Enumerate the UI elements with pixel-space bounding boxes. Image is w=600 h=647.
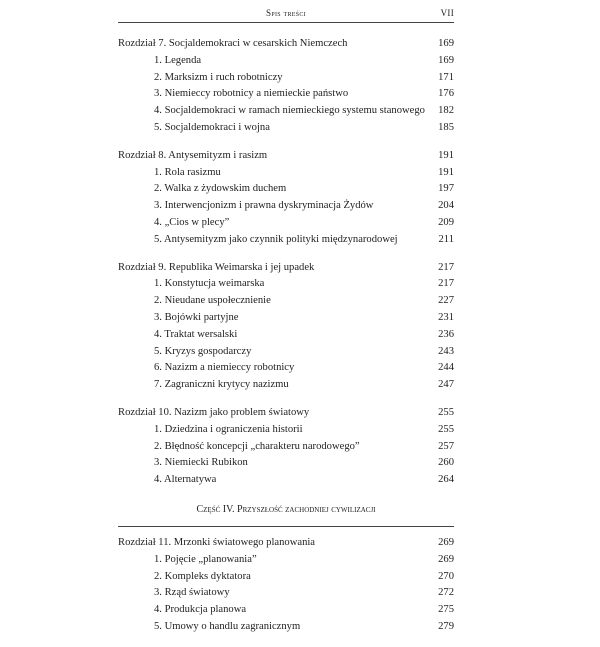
header-rule [118, 22, 454, 23]
page-number: 264 [438, 474, 454, 486]
page-number: 272 [438, 587, 454, 599]
page-number: 269 [438, 553, 454, 565]
chapter-title: Rozdział 9. Republika Weimarska i jej upadek [118, 261, 315, 273]
section-title: 1. Rola rasizmu [154, 166, 221, 178]
page-number: 169 [438, 38, 454, 49]
section-row [118, 53, 454, 70]
page-number: 217 [438, 261, 454, 273]
chapter-11 [118, 535, 454, 636]
page-number: 269 [438, 536, 454, 548]
section-row [118, 103, 454, 120]
chapter-title-row [118, 535, 454, 552]
section-title: 4. Produkcja planowa [154, 604, 247, 616]
page-number: 197 [438, 183, 454, 195]
page-number: 185 [438, 121, 454, 133]
page-number: 176 [438, 88, 454, 100]
section-row [118, 602, 454, 619]
part-rule [118, 526, 454, 527]
page-number: 231 [438, 311, 454, 323]
section-title: 4. Socjaldemokraci w ramach niemieckiego systemu stanowego [154, 105, 425, 117]
section-title: 3. Niemieccy robotnicy a niemieckie państwo [154, 88, 349, 100]
chapter-title: Rozdział 8. Antysemityzm i rasizm [118, 149, 268, 161]
chapter-title: Rozdział 11. Mrzonki światowego planowania [118, 536, 316, 548]
page-number: 279 [438, 620, 454, 632]
section-title: 1. Konstytucja weimarska [154, 278, 265, 290]
section-title: 2. Nieudane uspołecznienie [154, 295, 271, 307]
section-title: 4. Traktat wersalski [154, 328, 238, 340]
part-heading: Część IV. Przyszłość zachodniej cywilizacji [196, 503, 376, 515]
chapter-title: Rozdział 7. Socjaldemokraci w cesarskich Niemczech [118, 38, 348, 49]
section-title: 7. Zagraniczni krytycy nazizmu [154, 379, 289, 391]
section-row [118, 422, 454, 439]
running-head-title: Spis treści [266, 8, 306, 18]
section-title: 6. Nazizm a niemieccy robotnicy [154, 362, 295, 374]
chapter-10 [118, 405, 454, 489]
page-number: 169 [438, 54, 454, 66]
section-row [118, 293, 454, 310]
section-row [118, 472, 454, 489]
page-number: 247 [438, 379, 454, 391]
page-number: 204 [438, 200, 454, 212]
page-number: 191 [438, 166, 454, 178]
section-title: 2. Kompleks dyktatora [154, 570, 251, 582]
section-row [118, 215, 454, 232]
section-row [118, 327, 454, 344]
section-row [118, 198, 454, 215]
page-number: 217 [438, 278, 454, 290]
section-title: 2. Błędność koncepcji „charakteru narodowego” [154, 440, 360, 452]
section-title: 3. Bojówki partyjne [154, 311, 239, 323]
chapter-title-row [118, 260, 454, 277]
page-number: 255 [438, 406, 454, 418]
section-row [118, 377, 454, 394]
page-number: 260 [438, 457, 454, 469]
chapter-title-row [118, 36, 454, 53]
page-number: 270 [438, 570, 454, 582]
section-row [118, 360, 454, 377]
page-number: 227 [438, 295, 454, 307]
page-number: 243 [438, 345, 454, 357]
section-row [118, 276, 454, 293]
page-number: 257 [438, 440, 454, 452]
chapter-7 [118, 36, 454, 137]
section-row [118, 181, 454, 198]
page-number: 211 [438, 233, 454, 245]
page-number: 209 [438, 216, 454, 228]
page-number: 191 [438, 149, 454, 161]
section-row [118, 120, 454, 137]
section-title: 5. Umowy o handlu zagranicznym [154, 620, 301, 632]
section-row [118, 344, 454, 361]
running-head-page-number: VII [440, 8, 454, 18]
page-number: 171 [438, 71, 454, 83]
section-title: 1. Dziedzina i ograniczenia historii [154, 423, 303, 435]
section-row [118, 70, 454, 87]
section-row [118, 310, 454, 327]
section-title: 2. Walka z żydowskim duchem [154, 183, 287, 195]
section-row [118, 552, 454, 569]
section-title: 1. Pojęcie „planowania” [154, 553, 257, 565]
section-title: 3. Niemiecki Rubikon [154, 457, 248, 469]
section-row [118, 232, 454, 249]
page-number: 244 [438, 362, 454, 374]
chapter-title-row [118, 148, 454, 165]
page-number: 275 [438, 604, 454, 616]
section-row [118, 439, 454, 456]
section-row [118, 455, 454, 472]
chapter-9 [118, 260, 454, 394]
table-of-contents [118, 36, 454, 647]
chapter-8 [118, 148, 454, 249]
page-number: 236 [438, 328, 454, 340]
chapter-title-row [118, 405, 454, 422]
section-title: 4. Alternatywa [154, 474, 217, 486]
section-title: 5. Antysemityzm jako czynnik polityki międzynarodowej [154, 233, 398, 245]
page-number: 182 [438, 105, 454, 117]
section-title: 2. Marksizm i ruch robotniczy [154, 71, 283, 83]
section-title: 4. „Cios w plecy” [154, 216, 230, 228]
section-title: 3. Rząd światowy [154, 587, 230, 599]
running-head [118, 8, 454, 22]
section-row [118, 619, 454, 636]
section-title: 5. Socjaldemokraci i wojna [154, 121, 270, 133]
section-title: 5. Kryzys gospodarczy [154, 345, 252, 357]
section-row [118, 569, 454, 586]
section-title: 3. Interwencjonizm i prawna dyskryminacja Żydów [154, 200, 374, 212]
section-row [118, 165, 454, 182]
section-row [118, 86, 454, 103]
section-title: 1. Legenda [154, 54, 202, 66]
page-number: 255 [438, 423, 454, 435]
chapter-title: Rozdział 10. Nazizm jako problem światowy [118, 406, 310, 418]
